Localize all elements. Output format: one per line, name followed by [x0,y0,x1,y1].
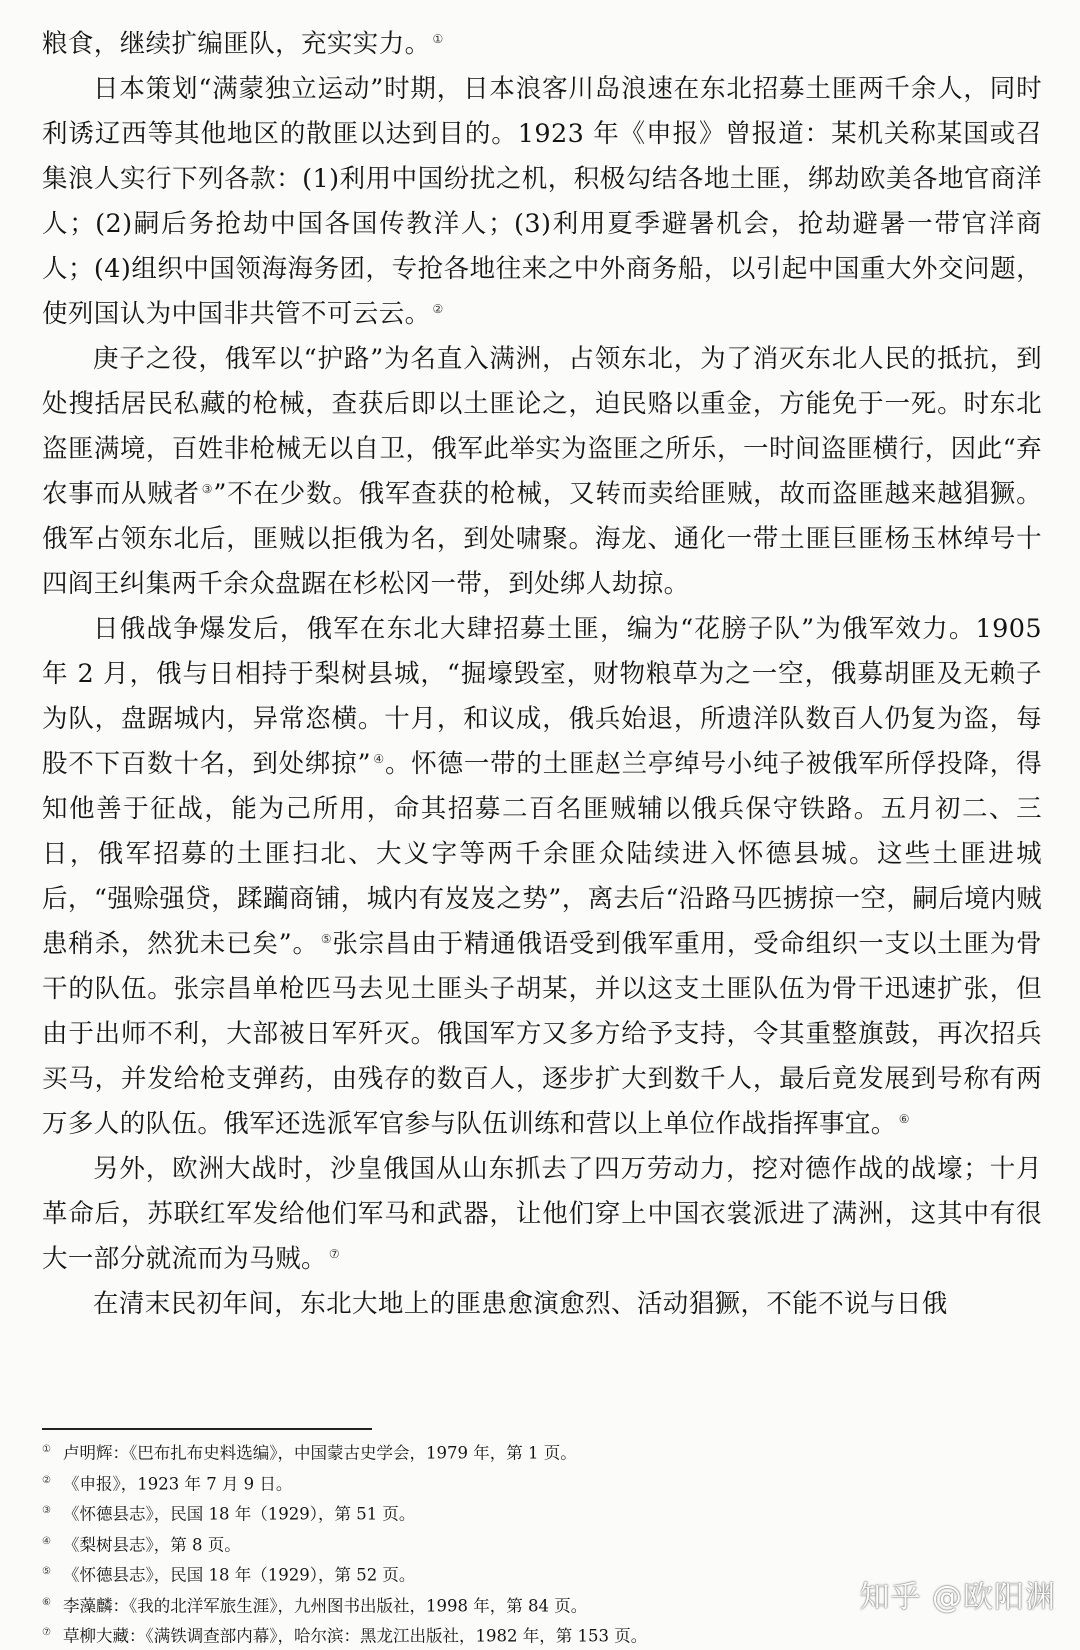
paragraph-3 [42,337,1042,607]
paragraph-3-text-a: 庚子之役，俄军以“护路”为名直入满洲，占领东北，为了消灭东北人民的抵抗，到处搜括居民私藏的枪械，查获后即以土匪论之，迫民赂以重金，方能免于一死。时东北盗匪满境，百姓非枪械无以自卫，俄军此举实为盗匪之所乐，一时间盗匪横行，因此“弃农事而从贼者 [42,344,1042,509]
footnote-text-2: 《申报》，1923 年 7 月 9 日。 [62,1474,293,1493]
zhihu-watermark: 知乎 @欧阳渊 [859,1580,1056,1615]
footnote-3 [42,1497,862,1528]
paragraph-2 [42,67,1042,337]
footnote-mark-7: ⑦ [42,1627,51,1638]
paragraph-1 [42,22,1042,67]
footnote-4 [42,1528,862,1559]
footnote-5 [42,1558,862,1589]
footnote-ref-3[interactable]: ③ [201,481,214,496]
footnote-text-7: 草柳大藏：《满铁调查部内幕》，哈尔滨：黑龙江出版社，1982 年，第 153 页。 [62,1626,648,1646]
footnote-ref-6[interactable]: ⑥ [898,1111,910,1126]
footnote-ref-4[interactable]: ④ [373,751,385,766]
footnote-ref-7[interactable]: ⑦ [328,1246,341,1261]
paragraph-6 [42,1282,1042,1327]
paragraph-5 [42,1147,1042,1282]
paragraph-1-text: 粮食，继续扩编匪队，充实实力。 [42,29,431,59]
footnote-ref-1[interactable]: ① [432,31,444,46]
paragraph-5-text: 另外，欧洲大战时，沙皇俄国从山东抓去了四万劳动力，挖对德作战的战壕；十月革命后，苏联红军发给他们军马和武器，让他们穿上中国衣裳派进了满洲，这其中有很大一部分就流而为马贼。 [42,1154,1042,1274]
footnote-text-6: 李藻麟：《我的北洋军旅生涯》，九州图书出版社，1998 年，第 84 页。 [62,1596,588,1615]
footnote-ref-2[interactable]: ② [432,301,444,316]
footnote-text-5: 《怀德县志》，民国 18 年（1929），第 52 页。 [62,1565,416,1585]
footnote-text-4: 《梨树县志》，第 8 页。 [62,1535,241,1554]
footnote-mark-2: ② [42,1474,51,1486]
page-body [42,22,1042,1327]
footnote-mark-6: ⑥ [42,1596,51,1608]
footnote-2 [42,1467,862,1498]
paragraph-2-text: 日本策划“满蒙独立运动”时期，日本浪客川岛浪速在东北招募土匪两千余人，同时利诱辽西等其他地区的散匪以达到目的。1923 年《申报》曾报道：某机关称某国或召集浪人实行下列各款：(1)利用中国纷扰之机，积极勾结各地土匪，绑劫欧美各地官商洋人；(2)嗣后务抢劫中国各国传教洋人；(3)利用夏季避暑机会，抢劫避暑一带官洋商人；(4)组织中国领海海务团，专抢各地往来之中外商务船，以引起中国重大外交问题，使列国认为中国非共管不可云云。 [42,74,1042,329]
footnote-6 [42,1589,862,1620]
footnote-mark-4: ④ [42,1535,51,1547]
paragraph-3-text-b: ”不在少数。俄军查获的枪械，又转而卖给匪贼，故而盗匪越来越猖獗。俄军占领东北后，匪贼以拒俄为名，到处啸聚。海龙、通化一带土匪巨匪杨玉林绰号十四阎王纠集两千余众盘踞在杉松冈一带，到处绑人劫掠。 [42,479,1042,599]
paragraph-4-text-c: 张宗昌由于精通俄语受到俄军重用，受命组织一支以土匪为骨干的队伍。张宗昌单枪匹马去见土匪头子胡某，并以这支土匪队伍为骨干迅速扩张，但由于出师不利，大部被日军歼灭。俄国军方又多方给予支持，令其重整旗鼓，再次招兵买马，并发给枪支弹药，由残存的数百人，逐步扩大到数千人，最后竟发展到号称有两万多人的队伍。俄军还选派军官参与队伍训练和营以上单位作战指挥事宜。 [42,929,1042,1139]
paragraph-6-text: 在清末民初年间，东北大地上的匪患愈演愈烈、活动猖獗，不能不说与日俄 [93,1289,948,1319]
footnote-divider [42,1428,372,1430]
footnote-text-1: 卢明辉：《巴布扎布史料选编》，中国蒙古史学会，1979 年，第 1 页。 [62,1443,577,1463]
footnote-1 [42,1436,862,1467]
footnote-7 [42,1619,862,1650]
footnote-mark-3: ③ [42,1505,51,1516]
footnote-ref-5[interactable]: ⑤ [320,931,333,946]
footnote-mark-1: ① [42,1444,51,1455]
paragraph-4-text-a: 日俄战争爆发后，俄军在东北大肆招募土匪，编为“花膀子队”为俄军效力。1905 年 2 月，俄与日相持于梨树县城，“掘壕毁室，财物粮草为之一空，俄募胡匪及无赖子为队，盘踞城内，异常恣横。十月，和议成，俄兵始退，所遗洋队数百人仍复为盗，每股不下百数十名，到处绑掠” [42,614,1042,779]
paragraph-4 [42,607,1042,1147]
paragraph-4-text-b: 。怀德一带的土匪赵兰亭绰号小纯子被俄军所俘投降，得知他善于征战，能为己所用，命其招募二百名匪贼辅以俄兵保守铁路。五月初二、三日，俄军招募的土匪扫北、大义字等两千余匪众陆续进入怀德县城。这些土匪进城后，“强赊强贷，蹂躏商铺，城内有岌岌之势”，离去后“沿路马匹掳掠一空，嗣后境内贼患稍杀，然犹未已矣”。 [42,749,1042,959]
footnote-mark-5: ⑤ [42,1566,51,1577]
footnotes [42,1436,862,1650]
footnote-text-3: 《怀德县志》，民国 18 年（1929），第 51 页。 [62,1504,416,1524]
